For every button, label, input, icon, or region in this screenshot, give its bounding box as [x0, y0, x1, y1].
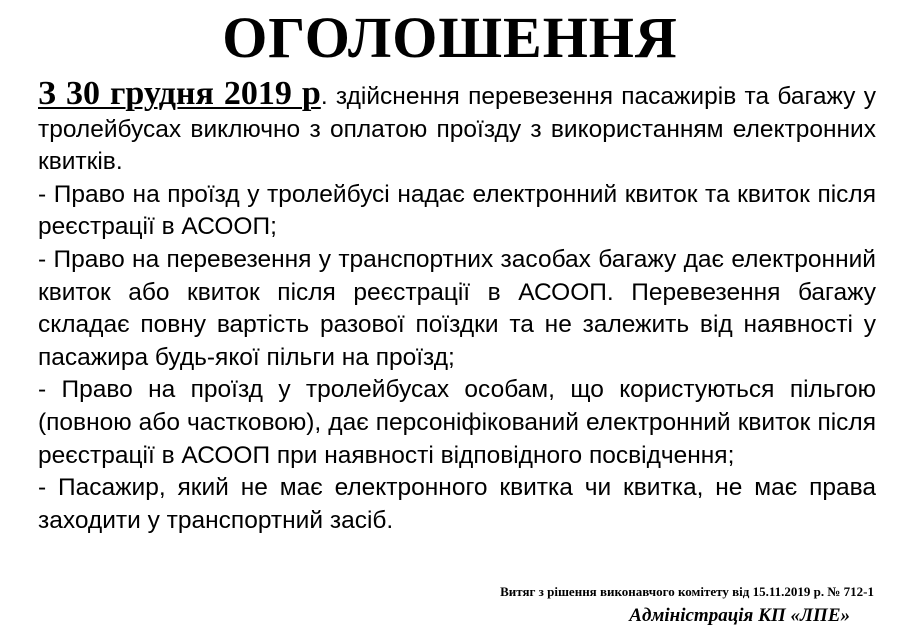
rule-item: - Право на проїзд у тролейбусі надає електронний квиток та квиток після реєстрації в АСООП;	[38, 180, 876, 241]
decision-reference: Витяг з рішення виконавчого комітету від 15.11.2019 р. № 712-1	[500, 584, 874, 599]
notice-body	[38, 75, 876, 537]
effective-date: З 30 грудня 2019 р	[38, 75, 321, 112]
intro-paragraph	[38, 75, 876, 179]
rule-item: - Право на перевезення у транспортних засобах багажу дає електронний квиток або квиток після реєстрації в АСООП. Перевезення багажу складає повну вартість разової поїздки та не залежить від наявності у пасажира будь-якої пільги на проїзд;	[38, 245, 876, 371]
notice-title: ОГОЛОШЕННЯ	[222, 5, 678, 70]
rule-item: - Пасажир, який не має електронного квитка чи квитка, не має права заходити у транспортний засіб.	[38, 474, 876, 534]
intro-text: . здійснення перевезення пасажирів та багажу у тролейбусах виключно з оплатою проїзду з використанням електронних квитків.	[38, 83, 876, 176]
rule-item: - Право на проїзд у тролейбусах особам, що користуються пільгою (повною або частковою), дає персоніфікований електронний квиток після реєстрації в АСООП при наявності відповідного посвідчення;	[38, 376, 876, 469]
signature: Адміністрація КП «ЛПЕ»	[629, 605, 850, 626]
